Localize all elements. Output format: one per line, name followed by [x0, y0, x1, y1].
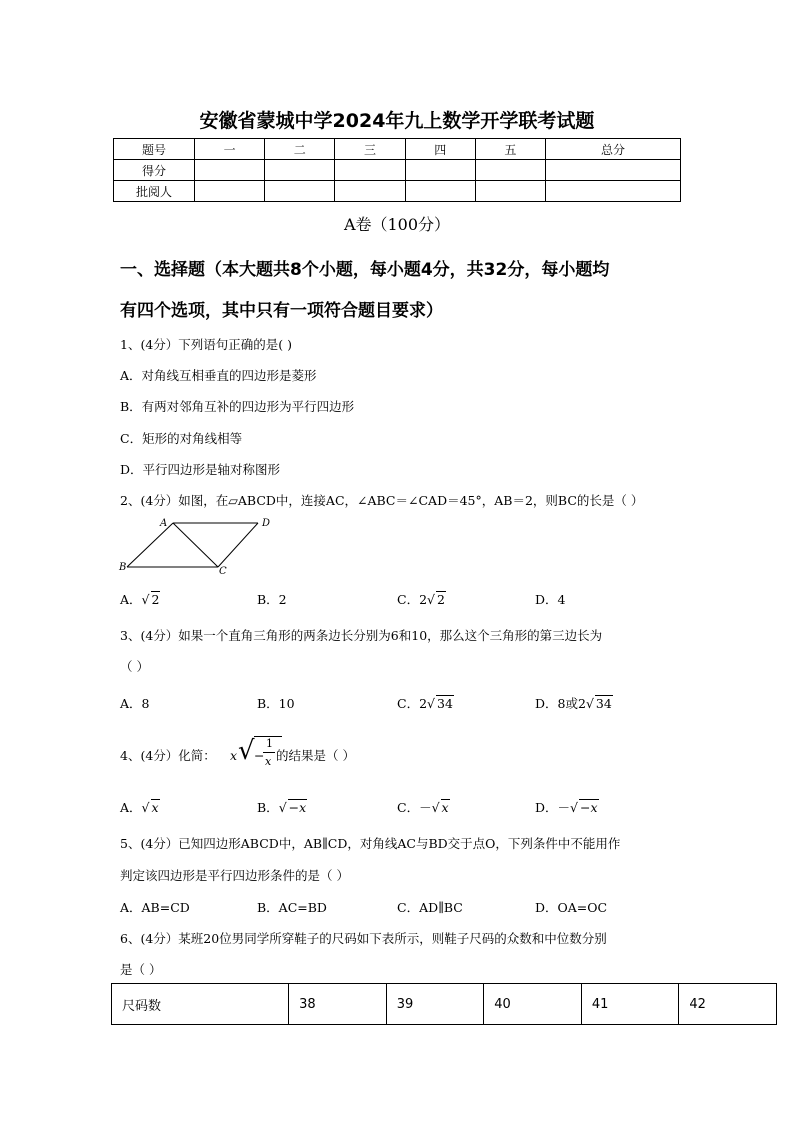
q2-option-a-label: A． [120, 592, 142, 607]
q5-stem-cont: 判定该四边形是平行四边形条件的是（ ） [120, 868, 349, 883]
score-cell[interactable] [335, 181, 405, 202]
score-cell[interactable] [195, 160, 265, 181]
q4-option-b-label: B． [257, 800, 279, 815]
section-heading-line2: 有四个选项，其中只有一项符合题目要求） [120, 301, 443, 321]
q4-minus: − [254, 748, 265, 763]
sqrt-icon: √ [431, 800, 440, 815]
q4-frac-bar [263, 752, 275, 753]
q4-expression-x: x [230, 748, 238, 763]
q5-option-c[interactable]: C．AD∥BC [397, 900, 463, 915]
q4-option-b[interactable] [257, 798, 307, 816]
score-cell[interactable] [405, 160, 475, 181]
reviewer-row-label: 批阅人 [114, 181, 195, 202]
score-header-cell: 五 [475, 139, 545, 160]
q4-option-b-radicand: −x [288, 800, 307, 815]
segment-cd [218, 523, 258, 567]
q3-stem: 3、(4分）如果一个直角三角形的两条边长分别为6和10，那么这个三角形的第三边长为 [120, 628, 603, 643]
shoe-size-cell: 41 [581, 984, 679, 1025]
vertex-label-c: C [219, 566, 227, 577]
q4-option-c-radicand: x [441, 800, 449, 815]
q2-option-a-radicand: 2 [151, 592, 160, 607]
q3-option-a[interactable]: A．8 [120, 696, 150, 711]
page-title: 安徽省蒙城中学2024年九上数学开学联考试题 [199, 110, 595, 132]
score-row [114, 160, 681, 181]
q3-option-c[interactable] [397, 694, 454, 712]
q3-option-d[interactable] [535, 694, 613, 712]
q4-option-d-radicand: −x [580, 800, 598, 815]
q4-option-c[interactable] [397, 798, 450, 816]
score-cell[interactable] [335, 160, 405, 181]
q3-stem-cont: （ ） [120, 659, 149, 674]
shoe-size-cell: 42 [679, 984, 777, 1025]
q5-stem: 5、(4分）已知四边形ABCD中，AB∥CD，对角线AC与BD交于点O，下列条件中不能用作 [120, 836, 621, 851]
sqrt-icon: √ [278, 800, 287, 815]
shoe-size-table [111, 983, 777, 1025]
score-cell[interactable] [546, 160, 681, 181]
shoe-size-cell: 39 [386, 984, 484, 1025]
score-cell[interactable] [475, 160, 545, 181]
q1-stem: 1、(4分）下列语句正确的是( ) [120, 337, 293, 352]
q5-option-a[interactable]: A．AB=CD [120, 900, 190, 915]
sqrt-icon: √ [427, 592, 435, 607]
score-header-cell: 三 [335, 139, 405, 160]
score-table-header-row [114, 139, 681, 160]
vertex-label-a: A [160, 518, 168, 529]
q5-option-b[interactable]: B．AC=BD [257, 900, 327, 915]
q2-option-b[interactable]: B．2 [257, 592, 287, 607]
section-heading-line1: 一、选择题（本大题共8个小题，每小题4分，共32分，每小题均 [120, 260, 610, 280]
score-header-cell: 二 [265, 139, 335, 160]
score-header-cell: 题号 [114, 139, 195, 160]
score-header-cell: 一 [195, 139, 265, 160]
score-cell[interactable] [475, 181, 545, 202]
segment-ab [127, 523, 173, 567]
shoe-size-cell: 38 [289, 984, 387, 1025]
q2-option-c[interactable] [397, 590, 446, 608]
sqrt-icon: √ [585, 696, 594, 711]
q2-parallelogram-figure [115, 514, 280, 578]
q6-stem: 6、(4分）某班20位男同学所穿鞋子的尺码如下表所示，则鞋子尺码的众数和中位数分别 [120, 931, 607, 946]
score-table [113, 138, 681, 202]
volume-heading: A卷（100分） [343, 215, 451, 234]
reviewer-row [114, 181, 681, 202]
q3-option-d-label: D．8或2 [535, 696, 586, 711]
q3-option-d-radicand: 34 [595, 696, 612, 711]
sqrt-icon: √ [141, 592, 150, 607]
q2-option-a[interactable] [120, 590, 160, 608]
shoe-size-row [112, 984, 777, 1025]
q3-option-b[interactable]: B．10 [257, 696, 295, 711]
score-header-cell: 总分 [546, 139, 681, 160]
q2-stem: 2、(4分）如图，在▱ABCD中，连接AC，∠ABC＝∠CAD＝45°，AB＝2，则BC的长是（ ） [120, 493, 644, 508]
score-cell[interactable] [405, 181, 475, 202]
shoe-size-cell: 40 [484, 984, 582, 1025]
q4-option-a[interactable] [120, 798, 160, 816]
sqrt-icon: √ [427, 696, 435, 711]
score-cell[interactable] [195, 181, 265, 202]
q1-option-d[interactable]: D．平行四边形是轴对称图形 [120, 462, 281, 477]
score-header-cell: 四 [405, 139, 475, 160]
score-cell[interactable] [265, 181, 335, 202]
q4-stem-post: 的结果是（ ） [276, 748, 355, 763]
score-row-label: 得分 [114, 160, 195, 181]
sqrt-icon: √ [141, 800, 150, 815]
q3-option-c-label: C．2 [397, 696, 428, 711]
q1-option-b[interactable]: B．有两对邻角互补的四边形为平行四边形 [120, 399, 355, 414]
sqrt-icon: √ [238, 736, 255, 766]
q2-option-c-label: C．2 [397, 592, 428, 607]
shoe-size-header: 尺码数 [112, 984, 289, 1025]
vertex-label-b: B [119, 562, 127, 573]
score-cell[interactable] [546, 181, 681, 202]
q4-option-a-label: A． [120, 800, 142, 815]
sqrt-icon: √ [570, 800, 578, 815]
segment-ac [173, 523, 218, 567]
q3-option-c-radicand: 34 [437, 696, 453, 711]
q2-option-d[interactable]: D．4 [535, 592, 566, 607]
vertex-label-d: D [262, 518, 271, 529]
q4-option-d-label: D．－ [535, 800, 571, 815]
q4-option-a-radicand: x [151, 800, 159, 815]
q5-option-d[interactable]: D．OA=OC [535, 900, 608, 915]
q4-stem-pre: 4、(4分）化简： [120, 748, 216, 763]
q4-option-c-label: C．－ [397, 800, 432, 815]
q4-option-d[interactable] [535, 798, 599, 816]
q4-frac-numerator: 1 [266, 737, 273, 750]
q1-option-c[interactable]: C．矩形的对角线相等 [120, 431, 243, 446]
q2-option-c-radicand: 2 [437, 592, 445, 607]
q1-option-a[interactable]: A．对角线互相垂直的四边形是菱形 [120, 368, 317, 383]
q6-stem-cont: 是（ ） [120, 962, 162, 977]
q4-frac-denominator: x [265, 755, 272, 768]
score-cell[interactable] [265, 160, 335, 181]
